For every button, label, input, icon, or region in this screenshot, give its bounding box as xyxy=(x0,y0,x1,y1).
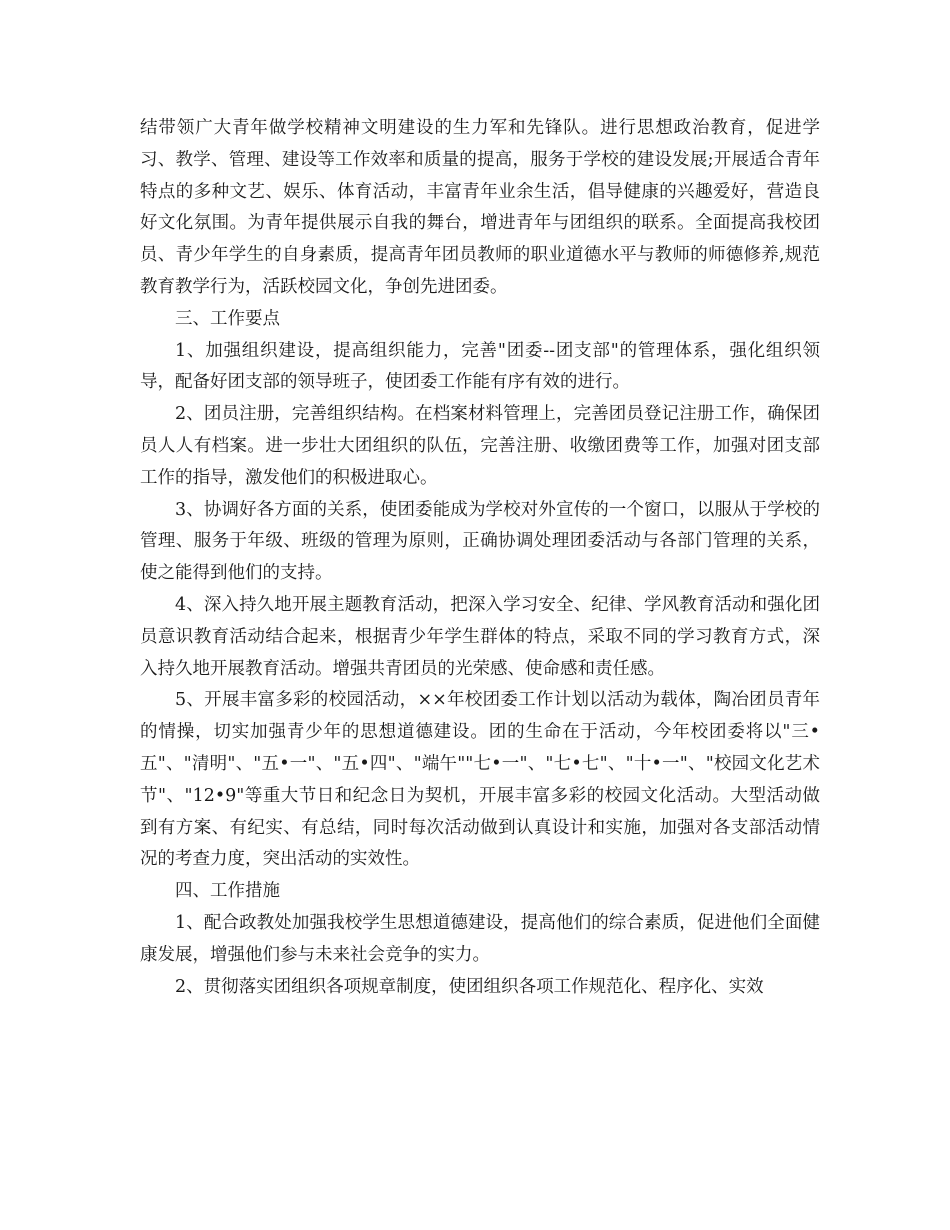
paragraph-measure-1: 1、配合政教处加强我校学生思想道德建设，提高他们的综合素质，促进他们全面健康发展，增强他们参与未来社会竞争的实力。 xyxy=(140,912,820,965)
paragraph-point-2: 2、团员注册，完善组织结构。在档案材料管理上，完善团员登记注册工作，确保团员人人有档案。进一步壮大团组织的队伍，完善注册、收缴团费等工作，加强对团支部工作的指导，激发他们的积极进取心。 xyxy=(140,404,820,488)
paragraph-point-1: 1、加强组织建设，提高组织能力，完善"团委--团支部"的管理体系，强化组织领导，配备好团支部的领导班子，使团委工作能有序有效的进行。 xyxy=(140,340,820,393)
paragraph-measure-2: 2、贯彻落实团组织各项规章制度，使团组织各项工作规范化、程序化、实效 xyxy=(175,976,764,997)
document-body xyxy=(140,113,820,1003)
paragraph-point-5: 5、开展丰富多彩的校园活动，××年校团委工作计划以活动为载体，陶冶团员青年的情操，切实加强青少年的思想道德建设。团的生命在于活动，今年校团委将以"三•五"、"清明"、"五•一"、"五•四"、"端午""七•一"、"七•七"、"十•一"、"校园文化艺术节"、"12•9"等重大节日和纪念日为契机，开展丰富多彩的校园文化活动。大型活动做到有方案、有纪实、有总结，同时每次活动做到认真设计和实施，加强对各支部活动情况的考查力度，突出活动的实效性。 xyxy=(140,690,820,870)
section-heading-work-measures: 四、工作措施 xyxy=(175,881,280,902)
paragraph-point-3: 3、协调好各方面的关系，使团委能成为学校对外宣传的一个窗口，以服从于学校的管理、服务于年级、班级的管理为原则，正确协调处理团委活动与各部门管理的关系，使之能得到他们的支持。 xyxy=(140,499,820,584)
paragraph-point-4: 4、深入持久地开展主题教育活动，把深入学习安全、纪律、学风教育活动和强化团员意识教育活动结合起来，根据青少年学生群体的特点，采取不同的学习教育方式，深入持久地开展教育活动。增强共青团员的光荣感、使命感和责任感。 xyxy=(140,594,820,679)
paragraph-intro-continued: 结带领广大青年做学校精神文明建设的生力军和先锋队。进行思想政治教育，促进学习、教学、管理、建设等工作效率和质量的提高，服务于学校的建设发展;开展适合青年特点的多种文艺、娱乐、体育活动，丰富青年业余生活，倡导健康的兴趣爱好，营造良好文化氛围。为青年提供展示自我的舞台，增进青年与团组织的联系。全面提高我校团员、青少年学生的自身素质，提高青年团员教师的职业道德水平与教师的师德修养,规范教育教学行为，活跃校园文化，争创先进团委。 xyxy=(140,118,820,297)
section-heading-work-points: 三、工作要点 xyxy=(175,308,280,329)
